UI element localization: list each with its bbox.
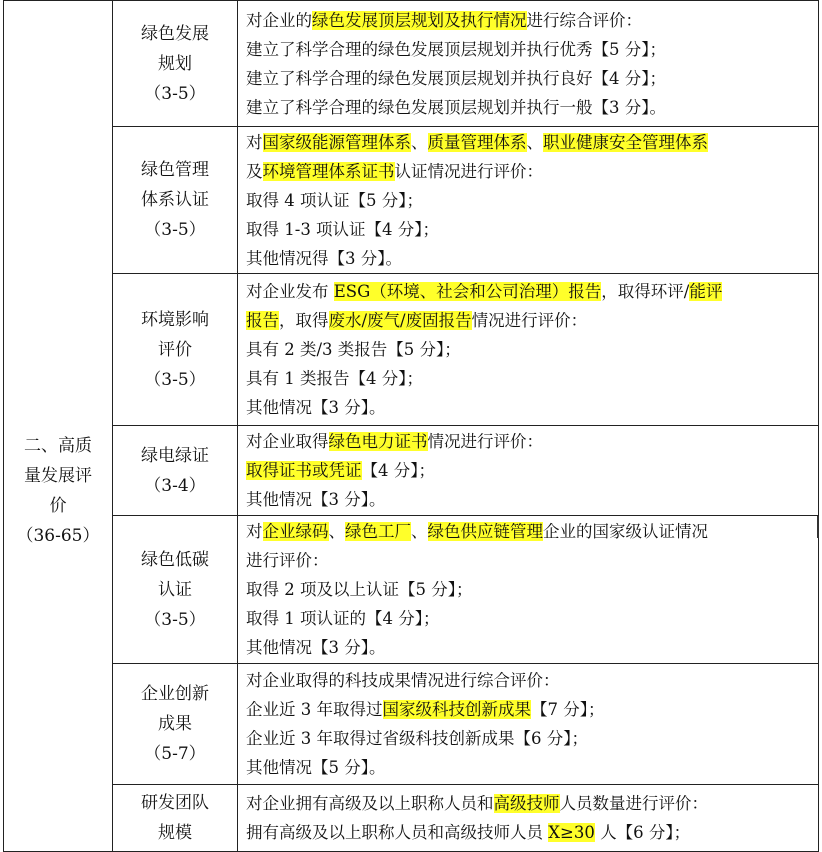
criteria-line (246, 93, 818, 122)
text-cursor-mark (817, 516, 819, 538)
criteria-cell (238, 274, 819, 426)
criteria-text: 【7 分】； (531, 700, 605, 719)
highlighted-text: 废水/废气/废固报告 (328, 311, 472, 330)
criteria-text: 取得 1-3 项认证【4 分】； (246, 219, 440, 239)
criteria-text: 情况进行评价： (427, 432, 543, 451)
criteria-line (246, 186, 818, 215)
indicator-label: 成果 (158, 714, 192, 734)
criteria-line (246, 6, 818, 35)
highlighted-text: 企业绿码 (262, 522, 329, 541)
criteria-text: 对企业发布 (246, 282, 334, 301)
criteria-line (246, 789, 818, 818)
category-label: 量发展评 (24, 466, 92, 486)
indicator-cell (113, 516, 238, 664)
criteria-line (246, 157, 818, 186)
criteria-line (246, 753, 818, 782)
highlighted-text: 绿色工厂 (345, 522, 411, 541)
criteria-text: 其他情况得【3 分】。 (246, 248, 402, 268)
criteria-text: 对 (246, 522, 263, 541)
indicator-label: （3-4） (144, 475, 206, 496)
highlighted-text: 取得证书或凭证 (246, 461, 362, 480)
highlighted-text: 质量管理体系 (427, 132, 527, 152)
criteria-line (246, 306, 818, 335)
highlighted-text: 高级技师 (493, 794, 560, 813)
criteria-text: 拥有高级及以上职称人员和高级技师人员 (246, 823, 549, 842)
indicator-label: 体系认证 (141, 190, 209, 210)
criteria-text: 具有 1 类报告【4 分】； (246, 369, 423, 388)
criteria-line (246, 35, 818, 64)
criteria-text: 具有 2 类/3 类报告【5 分】； (246, 340, 461, 359)
indicator-label: 环境影响 (141, 309, 209, 330)
criteria-text: 进行综合评价： (526, 10, 642, 30)
criteria-line (246, 517, 818, 546)
indicator-label: 规划 (158, 53, 192, 74)
criteria-line (246, 546, 818, 575)
indicator-cell (113, 274, 238, 426)
criteria-cell (238, 785, 819, 852)
criteria-line (246, 633, 818, 662)
category-cell (4, 1, 113, 852)
table-body (4, 1, 819, 852)
criteria-line (246, 456, 818, 485)
indicator-cell (113, 1, 238, 127)
indicator-label: （3-5） (144, 369, 206, 390)
criteria-text: ，取得 (279, 311, 329, 330)
table-row (4, 516, 819, 664)
criteria-text: 、 (526, 132, 543, 152)
indicator-label: 绿电绿证 (141, 445, 209, 466)
highlighted-text: 绿色电力证书 (328, 432, 428, 451)
table-row (4, 274, 819, 426)
table-row (4, 426, 819, 516)
indicator-label: （3-5） (144, 83, 206, 104)
highlighted-text: 绿色供应链管理 (427, 522, 543, 541)
criteria-line (246, 215, 818, 244)
criteria-text: 取得 4 项认证【5 分】； (246, 190, 423, 210)
indicator-label: （5-7） (144, 744, 206, 764)
criteria-text: 【4 分】； (361, 461, 435, 480)
category-label: （36-65） (16, 526, 100, 546)
criteria-text: 企业的国家级认证情况 (543, 522, 708, 541)
highlighted-text: X≥30 (548, 823, 595, 842)
indicator-label: 认证 (158, 579, 192, 600)
criteria-cell (238, 664, 819, 785)
criteria-text: 对企业取得的科技成果情况进行综合评价： (246, 671, 560, 690)
criteria-line (246, 128, 818, 157)
criteria-text: 企业近 3 年取得过 (246, 700, 383, 719)
criteria-cell (238, 127, 819, 274)
highlighted-text: 国家级能源管理体系 (262, 132, 411, 152)
criteria-line (246, 427, 818, 456)
table-row (4, 1, 819, 127)
indicator-label: 规模 (158, 823, 192, 843)
criteria-line (246, 364, 818, 393)
criteria-text: 对企业拥有高级及以上职称人员和 (246, 794, 494, 813)
table-row (4, 127, 819, 274)
highlighted-text: 能评 (689, 282, 723, 301)
indicator-cell (113, 664, 238, 785)
criteria-text: 其他情况【3 分】。 (246, 398, 386, 417)
criteria-cell (238, 1, 819, 127)
highlighted-text: ESG（环境、社会和公司治理）报告 (333, 282, 602, 301)
evaluation-table (3, 0, 819, 852)
indicator-label: 绿色发展 (141, 23, 209, 44)
criteria-text: 情况进行评价： (471, 311, 588, 330)
highlighted-text: 绿色发展顶层规划及执行情况 (312, 10, 527, 30)
criteria-text: 其他情况【5 分】。 (246, 758, 386, 777)
criteria-line (246, 335, 818, 364)
criteria-text: 企业近 3 年取得过省级科技创新成果【6 分】； (246, 729, 588, 748)
indicator-cell (113, 785, 238, 852)
criteria-text: 其他情况【3 分】。 (246, 638, 386, 657)
criteria-text: 对企业取得 (246, 432, 329, 451)
criteria-text: 对 (246, 132, 263, 152)
criteria-text: ，取得环评/ (601, 282, 690, 301)
criteria-line (246, 575, 818, 604)
criteria-text: 取得 1 项认证的【4 分】； (246, 609, 440, 628)
criteria-text: 人员数量进行评价： (559, 794, 708, 813)
criteria-line (246, 64, 818, 93)
indicator-cell (113, 127, 238, 274)
criteria-text: 及 (246, 161, 263, 181)
criteria-line (246, 244, 818, 273)
criteria-line (246, 724, 818, 753)
indicator-cell (113, 426, 238, 516)
indicator-label: 绿色管理 (141, 160, 209, 180)
criteria-line (246, 485, 818, 514)
highlighted-text: 环境管理体系证书 (262, 161, 395, 181)
criteria-line (246, 393, 818, 422)
indicator-label: 绿色低碳 (141, 549, 209, 570)
criteria-text: 建立了科学合理的绿色发展顶层规划并执行良好【4 分】； (246, 68, 666, 88)
table-row (4, 785, 819, 852)
indicator-label: 研发团队 (141, 793, 209, 813)
criteria-text: 其他情况【3 分】。 (246, 490, 386, 509)
criteria-text: 认证情况进行评价： (394, 161, 543, 181)
indicator-label: 企业创新 (141, 684, 209, 704)
category-label: 二、高质 (24, 436, 92, 456)
criteria-line (246, 818, 818, 847)
highlighted-text: 报告 (246, 311, 279, 330)
criteria-text: 、 (411, 522, 428, 541)
criteria-text: 人【6 分】； (594, 823, 691, 842)
criteria-cell (238, 426, 819, 516)
criteria-text: 建立了科学合理的绿色发展顶层规划并执行一般【3 分】。 (246, 97, 666, 117)
criteria-line (246, 277, 818, 306)
criteria-line (246, 604, 818, 633)
criteria-line (246, 666, 818, 695)
criteria-text: 取得 2 项及以上认证【5 分】； (246, 580, 473, 599)
criteria-cell (238, 516, 819, 664)
criteria-text: 对企业的 (246, 10, 312, 30)
indicator-label: （3-5） (144, 220, 206, 240)
highlighted-text: 职业健康安全管理体系 (543, 132, 708, 152)
criteria-text: 建立了科学合理的绿色发展顶层规划并执行优秀【5 分】； (246, 39, 666, 59)
table-row (4, 664, 819, 785)
category-label: 价 (49, 496, 67, 516)
indicator-label: （3-5） (144, 609, 206, 630)
criteria-text: 、 (411, 132, 428, 152)
criteria-line (246, 695, 818, 724)
highlighted-text: 国家级科技创新成果 (382, 700, 531, 719)
criteria-text: 、 (328, 522, 345, 541)
criteria-text: 进行评价： (246, 551, 329, 570)
indicator-label: 评价 (158, 339, 192, 360)
